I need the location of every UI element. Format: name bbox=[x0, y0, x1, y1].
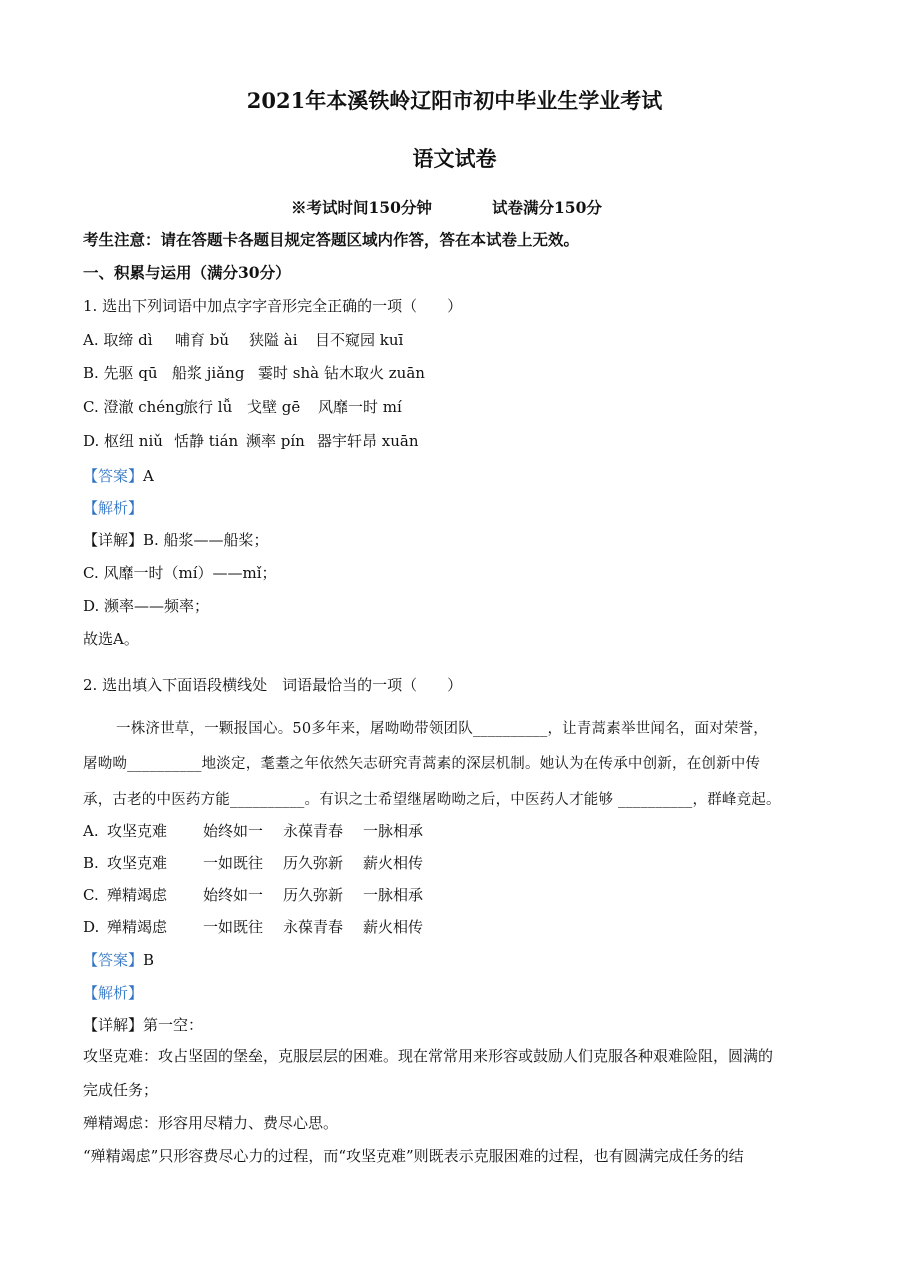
q2-c-letter: C. bbox=[83, 886, 99, 904]
q1-answer-tag: 【答案】 bbox=[83, 467, 144, 485]
q2-passage-line-1: 一株济世草，一颗报国心。50多年来，屠呦呦带领团队__________，让青蒿素举世闻名，面对荣誉， bbox=[116, 721, 768, 737]
q1-a-1: A. 取缔 dì bbox=[83, 331, 153, 349]
exam-time: ※考试时间150分钟 bbox=[291, 198, 432, 217]
exam-subtitle: 语文试卷 bbox=[412, 146, 497, 171]
q1-detail-2: C. 风靡一时（mí）——mǐ； bbox=[83, 564, 277, 582]
exam-notice: 考生注意：请在答题卡各题目规定答题区域内作答，答在本试卷上无效。 bbox=[83, 230, 580, 249]
q1-answer bbox=[83, 466, 154, 486]
q1-b-1: B. 先驱 qū bbox=[83, 364, 158, 382]
q2-a-3: 永葆青春 bbox=[283, 822, 344, 840]
q2-c-1: 殚精竭虑 bbox=[107, 886, 168, 904]
q1-option-d bbox=[83, 431, 419, 451]
q1-d-2: 恬静 tián bbox=[174, 432, 239, 450]
q1-b-4: 钻木取火 zuān bbox=[324, 364, 425, 382]
q1-a-4: 目不窥园 kuī bbox=[315, 331, 404, 349]
q2-b-4: 薪火相传 bbox=[363, 854, 424, 872]
q1-d-3: 濒率 pín bbox=[246, 432, 305, 450]
q1-option-a bbox=[83, 330, 403, 350]
q1-option-c bbox=[83, 397, 402, 417]
q2-option-d bbox=[83, 917, 423, 937]
q2-a-letter: A. bbox=[83, 822, 99, 840]
q2-option-c bbox=[83, 885, 423, 905]
q2-d-letter: D. bbox=[83, 918, 100, 936]
section-heading: 一、积累与运用（满分30分） bbox=[83, 263, 291, 282]
q2-detail-3: 完成任务； bbox=[83, 1081, 159, 1099]
q1-detail-4: 故选A。 bbox=[83, 630, 139, 648]
q1-analysis-tag: 【解析】 bbox=[83, 499, 144, 517]
q2-detail-2: 攻坚克难：攻占坚固的堡垒，克服层层的困难。现在常常用来形容或鼓励人们克服各种艰难险阻，圆满的 bbox=[83, 1047, 774, 1065]
q1-b-2: 船浆 jiǎng bbox=[172, 364, 245, 382]
q2-b-1: 攻坚克难 bbox=[107, 854, 168, 872]
q1-a-2: 哺育 bǔ bbox=[175, 331, 230, 349]
q2-stem: 2. 选出填入下面语段横线处 词语最恰当的一项（ ） bbox=[83, 676, 463, 694]
q2-answer-tag: 【答案】 bbox=[83, 951, 144, 969]
q2-b-3: 历久弥新 bbox=[283, 854, 344, 872]
q1-detail-3: D. 濒率——频率； bbox=[83, 597, 210, 615]
q2-c-4: 一脉相承 bbox=[363, 886, 424, 904]
q2-detail-5: “殚精竭虑”只形容费尽心力的过程，而“攻坚克难”则既表示克服困难的过程，也有圆满完成任务的结 bbox=[83, 1147, 744, 1165]
q2-d-1: 殚精竭虑 bbox=[107, 918, 168, 936]
q1-a-3: 狭隘 ài bbox=[249, 331, 298, 349]
q2-answer-value: B bbox=[143, 951, 155, 969]
q2-answer bbox=[83, 950, 154, 970]
q1-c-3: 戈壁 gē bbox=[247, 398, 301, 416]
q2-c-2: 始终如一 bbox=[203, 886, 264, 904]
q1-c-1: C. 澄澈 chéng bbox=[83, 398, 185, 416]
q1-c-4: 风靡一时 mí bbox=[318, 398, 402, 416]
q2-a-4: 一脉相承 bbox=[363, 822, 424, 840]
q1-option-b bbox=[83, 363, 425, 383]
q2-a-2: 始终如一 bbox=[203, 822, 264, 840]
q1-answer-value: A bbox=[143, 467, 154, 485]
q1-d-4: 器宇轩昂 xuān bbox=[317, 432, 419, 450]
exam-title: 2021年本溪铁岭辽阳市初中毕业生学业考试 bbox=[246, 88, 663, 113]
q1-d-1: D. 枢纽 niǔ bbox=[83, 432, 163, 450]
q2-analysis-tag: 【解析】 bbox=[83, 984, 144, 1002]
q1-b-3: 霎时 shà bbox=[258, 364, 320, 382]
q2-passage-line-3: 承，古老的中医药方能__________。有识之士希望继屠呦呦之后，中医药人才能够 __________，群峰竞起。 bbox=[83, 792, 781, 808]
q2-option-a bbox=[83, 821, 423, 841]
q1-c-2: 旅行 lǚ bbox=[183, 398, 233, 416]
q1-stem: 1. 选出下列词语中加点字字音形完全正确的一项（ ） bbox=[83, 297, 463, 315]
q2-d-2: 一如既往 bbox=[203, 918, 264, 936]
q2-b-letter: B. bbox=[83, 854, 99, 872]
q2-passage-line-2: 屠呦呦__________地淡定，耄耋之年依然矢志研究青蒿素的深层机制。她认为在传承中创新，在创新中传 bbox=[83, 756, 761, 772]
q2-detail-1: 【详解】第一空： bbox=[83, 1016, 204, 1034]
q2-b-2: 一如既往 bbox=[203, 854, 264, 872]
q1-detail-1: 【详解】B. 船浆——船桨； bbox=[83, 531, 269, 549]
exam-score: 试卷满分150分 bbox=[492, 198, 602, 217]
q2-option-b bbox=[83, 853, 423, 873]
q2-d-3: 永葆青春 bbox=[283, 918, 344, 936]
q2-c-3: 历久弥新 bbox=[283, 886, 344, 904]
q2-a-1: 攻坚克难 bbox=[107, 822, 168, 840]
q2-detail-4: 殚精竭虑：形容用尽精力、费尽心思。 bbox=[83, 1114, 339, 1132]
q2-d-4: 薪火相传 bbox=[363, 918, 424, 936]
